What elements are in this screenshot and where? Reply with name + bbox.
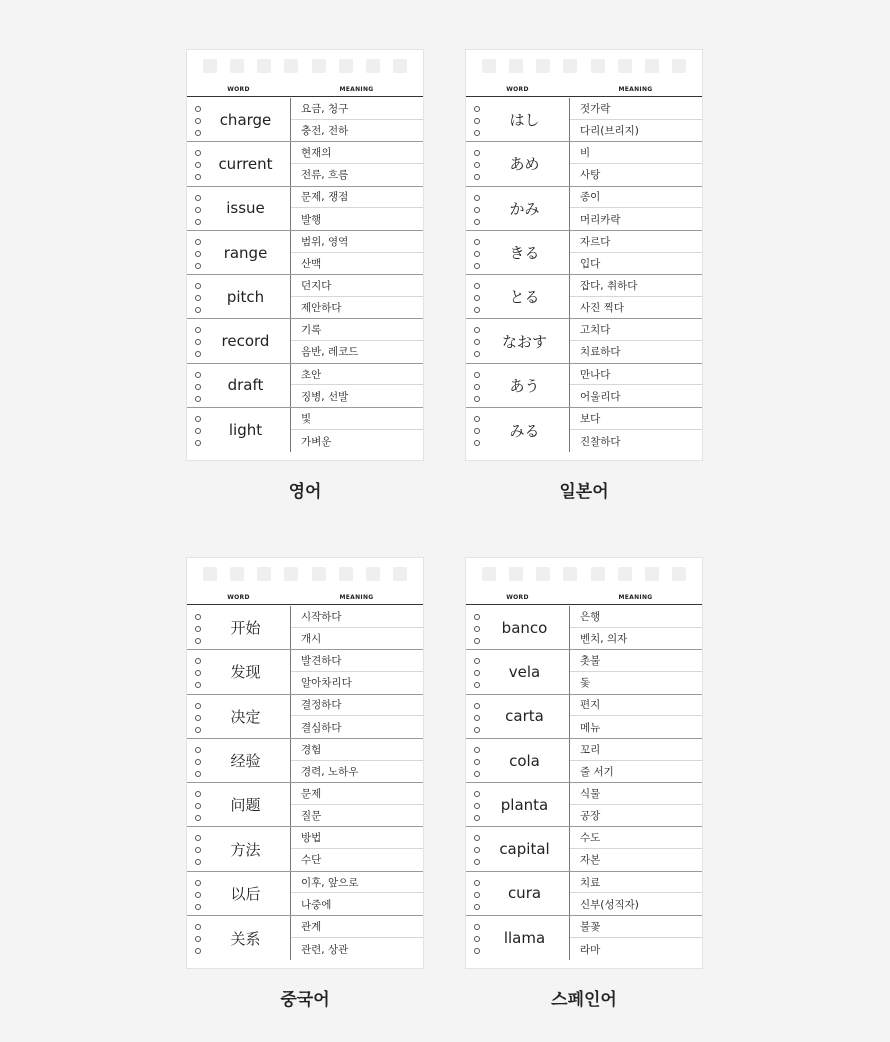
binding-hole	[366, 567, 380, 581]
meaning-secondary: 나중에	[301, 898, 332, 911]
meaning-cell	[290, 231, 423, 274]
meaning-cell	[569, 650, 702, 693]
word-rows	[466, 98, 702, 452]
header-meaning-label: MEANING	[339, 594, 374, 601]
meaning-cell	[290, 319, 423, 362]
word-row	[187, 827, 423, 871]
binding-hole	[563, 567, 577, 581]
vocab-word: carta	[505, 707, 544, 726]
meaning-primary: 문제, 쟁점	[291, 187, 423, 209]
meaning-primary: 은행	[570, 606, 702, 628]
meaning-secondary: 징병, 선발	[301, 390, 349, 403]
meaning-cell	[290, 364, 423, 407]
meaning-secondary: 음반, 레코드	[301, 346, 359, 359]
binding-hole	[536, 567, 550, 581]
vocab-word: cola	[509, 751, 540, 770]
meaning-secondary: 자본	[580, 854, 601, 867]
meaning-secondary: 다리(브리지)	[580, 124, 639, 137]
binding-hole	[482, 59, 496, 73]
header-meaning-label: MEANING	[618, 86, 653, 93]
meaning-primary: 젓가락	[570, 98, 702, 120]
meaning-primary: 만나다	[570, 364, 702, 386]
binding-hole	[482, 567, 496, 581]
vocab-word: あう	[509, 376, 540, 395]
meaning-secondary: 제안하다	[301, 302, 342, 315]
meaning-cell	[290, 275, 423, 318]
vocab-card-sheet	[186, 49, 424, 461]
word-row	[466, 319, 702, 363]
card-header	[466, 592, 702, 605]
word-row	[187, 695, 423, 739]
meaning-secondary: 공장	[580, 810, 601, 823]
word-row	[466, 408, 702, 452]
meaning-secondary: 돛	[580, 677, 591, 690]
card-header	[187, 84, 423, 97]
meaning-cell	[569, 364, 702, 407]
binding-hole	[366, 59, 380, 73]
binding-hole	[257, 567, 271, 581]
meaning-cell	[569, 187, 702, 230]
vocab-word: range	[223, 243, 268, 262]
meaning-primary: 고치다	[570, 319, 702, 341]
word-row	[466, 916, 702, 960]
binding-hole	[618, 567, 632, 581]
meaning-secondary: 관련, 상관	[301, 943, 349, 956]
meaning-cell	[290, 650, 423, 693]
binding-hole	[618, 59, 632, 73]
binding-hole	[257, 59, 271, 73]
word-row	[466, 187, 702, 231]
meaning-cell	[290, 408, 423, 452]
meaning-secondary: 벤치, 의자	[580, 632, 628, 645]
header-word-label: WORD	[506, 86, 529, 93]
word-rows	[187, 98, 423, 452]
meaning-secondary: 가벼운	[301, 435, 332, 448]
meaning-cell	[290, 783, 423, 826]
vocab-word: 问题	[230, 796, 261, 815]
binding-hole	[645, 59, 659, 73]
word-row	[466, 739, 702, 783]
meaning-primary: 방법	[291, 827, 423, 849]
meaning-primary: 경험	[291, 739, 423, 761]
word-row	[466, 783, 702, 827]
binding-hole	[591, 59, 605, 73]
vocab-word: record	[221, 332, 270, 351]
binding-hole	[591, 567, 605, 581]
vocab-card-sheet	[186, 557, 424, 969]
card-caption: 영어	[288, 482, 322, 502]
meaning-secondary: 라마	[580, 943, 601, 956]
vocab-word: vela	[508, 662, 541, 681]
meaning-primary: 식물	[570, 783, 702, 805]
vocab-word: きる	[509, 244, 540, 263]
meaning-cell	[569, 606, 702, 649]
meaning-cell	[569, 916, 702, 960]
word-row	[187, 98, 423, 142]
word-rows	[466, 606, 702, 960]
meaning-cell	[569, 408, 702, 452]
vocab-word: 决定	[230, 707, 261, 726]
binding-hole	[312, 59, 326, 73]
binding-hole	[672, 567, 686, 581]
binding-hole	[645, 567, 659, 581]
meaning-primary: 꼬리	[570, 739, 702, 761]
meaning-secondary: 수단	[301, 854, 322, 867]
meaning-primary: 발견하다	[291, 650, 423, 672]
meaning-primary: 이후, 앞으로	[291, 872, 423, 894]
binding-hole	[339, 59, 353, 73]
word-row	[187, 606, 423, 650]
word-row	[466, 606, 702, 650]
meaning-primary: 편지	[570, 695, 702, 717]
vocab-word: 以后	[230, 884, 261, 903]
vocab-word: 经验	[230, 752, 261, 771]
meaning-secondary: 질문	[301, 810, 322, 823]
meaning-secondary: 머리카락	[580, 213, 621, 226]
word-row	[466, 364, 702, 408]
vocab-card-chinese	[186, 557, 424, 1010]
meaning-cell	[290, 827, 423, 870]
meaning-primary: 던지다	[291, 275, 423, 297]
word-row	[187, 187, 423, 231]
meaning-cell	[569, 275, 702, 318]
vocab-card-japanese	[465, 49, 703, 502]
meaning-primary: 수도	[570, 827, 702, 849]
word-row	[187, 739, 423, 783]
vocab-word: planta	[500, 795, 549, 814]
meaning-cell	[569, 739, 702, 782]
word-row	[187, 916, 423, 960]
vocab-word: draft	[227, 376, 264, 395]
vocab-word: current	[218, 154, 273, 173]
header-word-label: WORD	[227, 594, 250, 601]
vocab-word: かみ	[509, 199, 540, 218]
vocab-card-spanish	[465, 557, 703, 1010]
vocab-word: 关系	[230, 929, 261, 948]
binding-hole	[393, 59, 407, 73]
word-row	[466, 98, 702, 142]
header-word-label: WORD	[227, 86, 250, 93]
meaning-secondary: 사탕	[580, 169, 601, 182]
meaning-cell	[569, 319, 702, 362]
binding-hole	[203, 59, 217, 73]
meaning-secondary: 개시	[301, 632, 322, 645]
binding-hole	[672, 59, 686, 73]
vocab-word: 开始	[230, 619, 261, 638]
meaning-primary: 현재의	[291, 142, 423, 164]
meaning-cell	[290, 916, 423, 960]
meaning-primary: 자르다	[570, 231, 702, 253]
meaning-secondary: 전류, 흐름	[301, 169, 349, 182]
binding-hole	[563, 59, 577, 73]
vocab-word: light	[228, 421, 263, 440]
word-row	[466, 231, 702, 275]
word-row	[466, 275, 702, 319]
binding-holes	[203, 567, 407, 581]
word-row	[187, 275, 423, 319]
meaning-secondary: 치료하다	[580, 346, 621, 359]
meaning-primary: 초안	[291, 364, 423, 386]
meaning-primary: 관계	[291, 916, 423, 938]
meaning-secondary: 경력, 노하우	[301, 765, 359, 778]
vocab-word: llama	[503, 929, 546, 948]
word-row	[187, 364, 423, 408]
meaning-cell	[290, 606, 423, 649]
meaning-cell	[290, 872, 423, 915]
meaning-primary: 치료	[570, 872, 702, 894]
binding-hole	[339, 567, 353, 581]
meaning-secondary: 입다	[580, 257, 601, 270]
meaning-primary: 촛불	[570, 650, 702, 672]
header-meaning-label: MEANING	[339, 86, 374, 93]
meaning-primary: 문제	[291, 783, 423, 805]
meaning-cell	[569, 827, 702, 870]
word-row	[466, 695, 702, 739]
vocab-word: みる	[509, 421, 540, 440]
vocab-word: banco	[501, 618, 548, 637]
meaning-secondary: 진찰하다	[580, 435, 621, 448]
meaning-cell	[290, 142, 423, 185]
vocab-word: pitch	[226, 287, 265, 306]
binding-hole	[312, 567, 326, 581]
binding-holes	[203, 59, 407, 73]
meaning-secondary: 사진 찍다	[580, 302, 624, 315]
vocab-word: なおす	[501, 332, 547, 351]
meaning-primary: 종이	[570, 187, 702, 209]
meaning-cell	[569, 783, 702, 826]
meaning-cell	[569, 872, 702, 915]
meaning-secondary: 알아차리다	[301, 677, 352, 690]
meaning-primary: 비	[570, 142, 702, 164]
word-row	[187, 319, 423, 363]
word-row	[187, 231, 423, 275]
card-caption: 스페인어	[551, 990, 617, 1010]
vocab-word: 方法	[230, 840, 261, 859]
word-rows	[187, 606, 423, 960]
meaning-primary: 보다	[570, 408, 702, 430]
meaning-primary: 빛	[291, 408, 423, 430]
vocab-card-sheet	[465, 49, 703, 461]
meaning-primary: 결정하다	[291, 695, 423, 717]
vocab-word: とる	[509, 288, 540, 307]
meaning-cell	[290, 695, 423, 738]
vocab-word: はし	[509, 111, 540, 130]
meaning-cell	[569, 98, 702, 141]
binding-holes	[482, 59, 686, 73]
meaning-cell	[290, 739, 423, 782]
meaning-primary: 시작하다	[291, 606, 423, 628]
binding-hole	[536, 59, 550, 73]
meaning-secondary: 메뉴	[580, 721, 601, 734]
meaning-secondary: 발행	[301, 213, 322, 226]
word-row	[187, 872, 423, 916]
word-row	[187, 650, 423, 694]
word-row	[466, 827, 702, 871]
card-caption: 중국어	[280, 990, 330, 1010]
vocab-word: あめ	[509, 155, 540, 174]
binding-hole	[203, 567, 217, 581]
vocab-word: capital	[499, 840, 550, 859]
meaning-cell	[290, 98, 423, 141]
meaning-primary: 불꽃	[570, 916, 702, 938]
meaning-secondary: 줄 서기	[580, 765, 614, 778]
vocab-word: 发现	[230, 663, 261, 682]
binding-hole	[284, 59, 298, 73]
meaning-secondary: 어울리다	[580, 390, 621, 403]
vocab-card-english	[186, 49, 424, 502]
word-row	[466, 142, 702, 186]
meaning-cell	[569, 695, 702, 738]
card-caption: 일본어	[559, 482, 609, 502]
meaning-secondary: 신부(성직자)	[580, 898, 639, 911]
meaning-primary: 요금, 청구	[291, 98, 423, 120]
binding-holes	[482, 567, 686, 581]
meaning-primary: 잡다, 취하다	[570, 275, 702, 297]
binding-hole	[393, 567, 407, 581]
header-meaning-label: MEANING	[618, 594, 653, 601]
binding-hole	[284, 567, 298, 581]
word-row	[466, 650, 702, 694]
card-header	[466, 84, 702, 97]
vocab-card-sheet	[465, 557, 703, 969]
meaning-primary: 범위, 영역	[291, 231, 423, 253]
meaning-secondary: 산맥	[301, 257, 322, 270]
word-row	[187, 783, 423, 827]
word-row	[187, 408, 423, 452]
vocab-word: charge	[219, 110, 272, 129]
binding-hole	[509, 567, 523, 581]
card-header	[187, 592, 423, 605]
meaning-secondary: 충전, 전하	[301, 124, 349, 137]
meaning-cell	[569, 231, 702, 274]
binding-hole	[509, 59, 523, 73]
header-word-label: WORD	[506, 594, 529, 601]
meaning-cell	[569, 142, 702, 185]
meaning-secondary: 결심하다	[301, 721, 342, 734]
word-row	[466, 872, 702, 916]
vocab-word: issue	[226, 199, 265, 218]
meaning-cell	[290, 187, 423, 230]
binding-hole	[230, 59, 244, 73]
vocab-word: cura	[507, 884, 542, 903]
binding-hole	[230, 567, 244, 581]
word-row	[187, 142, 423, 186]
meaning-primary: 기록	[291, 319, 423, 341]
